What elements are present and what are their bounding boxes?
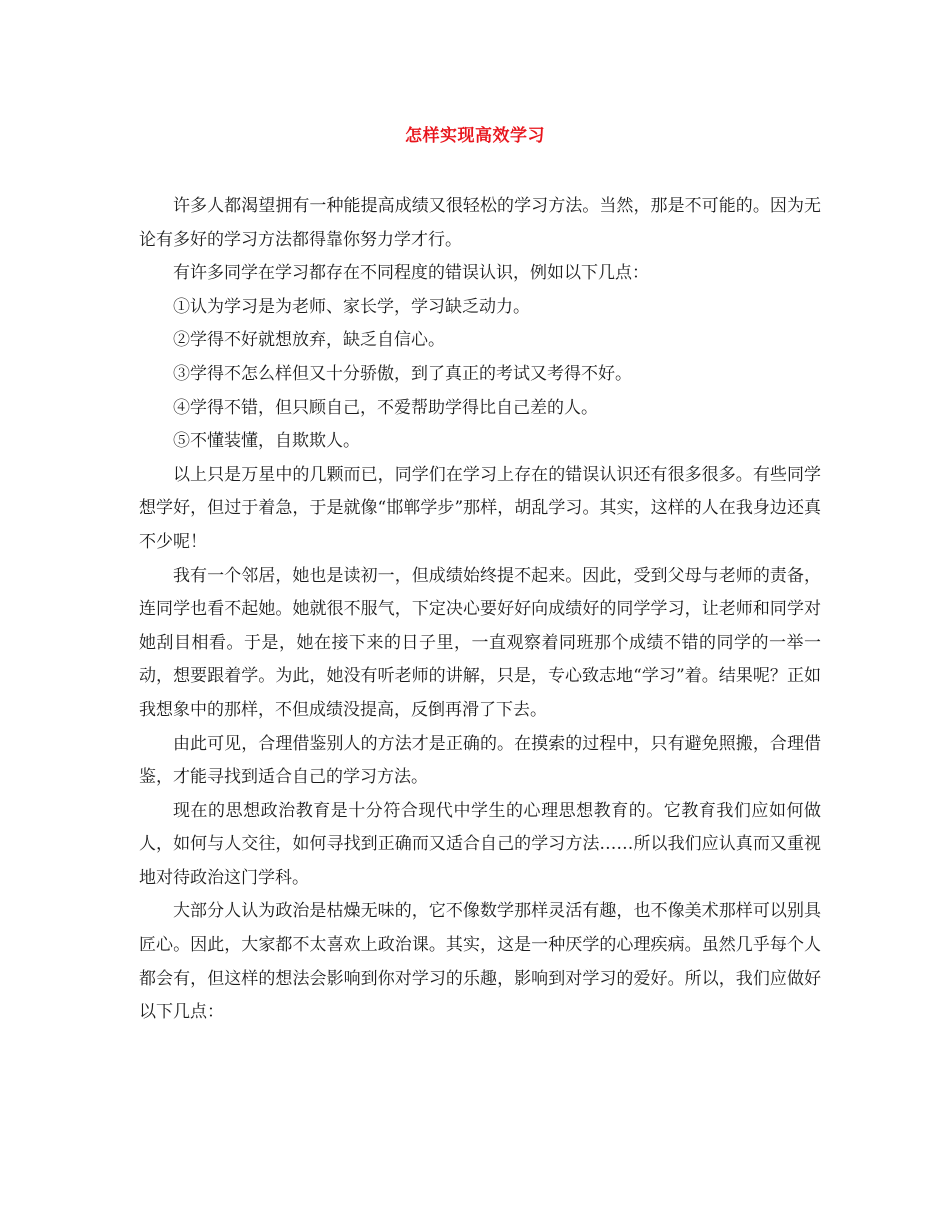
list-item: ④学得不错，但只顾自己，不爱帮助学得比自己差的人。 [173,397,598,418]
list-item: ③学得不怎么样但又十分骄傲，到了真正的考试又考得不好。 [173,363,632,384]
list-item: ⑤不懂装懂，自欺欺人。 [173,431,360,452]
paragraph: 有许多同学在学习都存在不同程度的错误认识，例如以下几点： [173,263,649,284]
document-title: 怎样实现高效学习 [405,126,545,146]
paragraph: 以上只是万星中的几颗而已，同学们在学习上存在的错误认识还有很多很多。有些同学想学好，但过于着急，于是就像“邯郸学步”那样，胡乱学习。其实，这样的人在我身边还真不少呢！ [139,464,821,552]
paragraph: 大部分人认为政治是枯燥无味的，它不像数学那样灵活有趣，也不像美术那样可以别具匠心。因此，大家都不太喜欢上政治课。其实，这是一种厌学的心理疾病。虽然几乎每个人都会有，但这样的想法会影响到你对学习的乐趣，影响到对学习的爱好。所以，我们应做好以下几点： [139,901,821,1023]
paragraph: 现在的思想政治教育是十分符合现代中学生的心理思想教育的。它教育我们应如何做人，如何与人交往，如何寻找到正确而又适合自己的学习方法……所以我们应认真而又重视地对待政治这门学科。 [139,800,821,888]
paragraph: 我有一个邻居，她也是读初一，但成绩始终提不起来。因此，受到父母与老师的责备，连同学也看不起她。她就很不服气，下定决心要好好向成绩好的同学学习，让老师和同学对她刮目相看。于是，她在接下来的日子里，一直观察着同班那个成绩不错的同学的一举一动，想要跟着学。为此，她没有听老师的讲解，只是，专心致志地“学习”着。结果呢？正如我想象中的那样，不但成绩没提高，反倒再滑了下去。 [139,565,821,720]
list-item: ①认为学习是为老师、家长学，学习缺乏动力。 [173,296,530,317]
list-item: ②学得不好就想放弃，缺乏自信心。 [173,330,445,351]
paragraph: 许多人都渴望拥有一种能提高成绩又很轻松的学习方法。当然，那是不可能的。因为无论有多好的学习方法都得靠你努力学才行。 [139,196,821,250]
document-body [139,190,821,1030]
paragraph: 由此可见，合理借鉴别人的方法才是正确的。在摸索的过程中，只有避免照搬，合理借鉴，才能寻找到适合自己的学习方法。 [139,733,821,788]
